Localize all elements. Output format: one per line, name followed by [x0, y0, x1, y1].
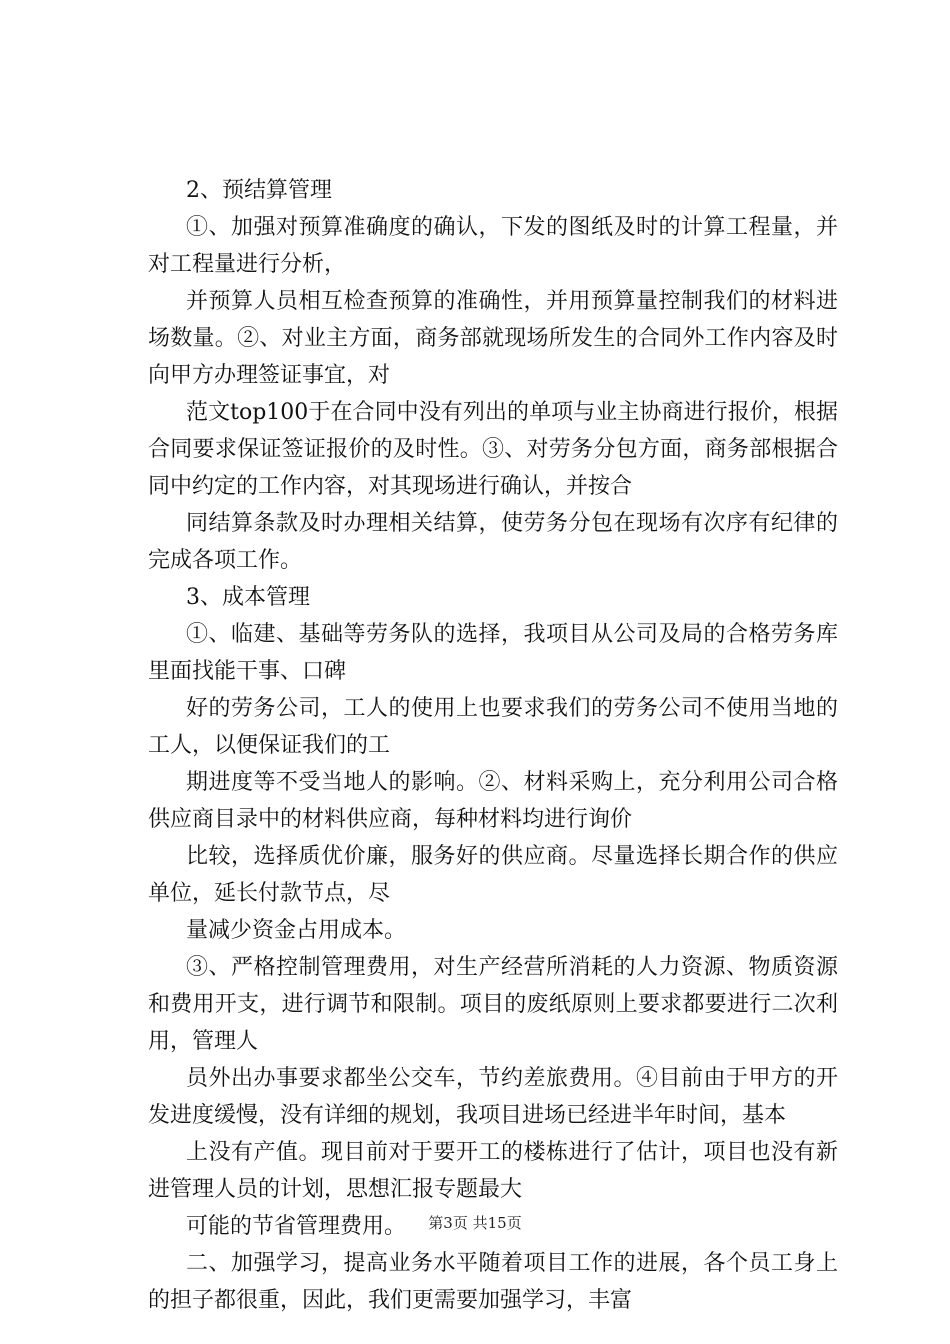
- paragraph-heading-budget: 2、预结算管理: [186, 178, 332, 203]
- paragraph: 量减少资金占用成本。: [186, 918, 407, 943]
- paragraph: 好的劳务公司，工人的使用上也要求我们的劳务公司不使用当地的工人，以便保证我们的工: [148, 696, 838, 758]
- paragraph: 同结算条款及时办理相关结算，使劳务分包在现场有次序有纪律的完成各项工作。: [148, 511, 838, 573]
- paragraph: 上没有产值。现目前对于要开工的楼栋进行了估计，项目也没有新进管理人员的计划，思想汇报专题最大: [148, 1140, 838, 1202]
- paragraph: ③、严格控制管理费用，对生产经营所消耗的人力资源、物质资源和费用开支，进行调节和限制。项目的废纸原则上要求都要进行二次利用，管理人: [148, 955, 838, 1054]
- paragraph: 二、加强学习，提高业务水平随着项目工作的进展，各个员工身上的担子都很重，因此，我们更需要加强学习，丰富: [148, 1251, 838, 1313]
- paragraph: 期进度等不受当地人的影响。②、材料采购上，充分利用公司合格供应商目录中的材料供应商，每种材料均进行询价: [148, 770, 838, 832]
- document-body: [148, 172, 838, 1319]
- paragraph: ①、临建、基础等劳务队的选择，我项目从公司及局的合格劳务库里面找能干事、口碑: [148, 622, 838, 684]
- paragraph: 可能的节省管理费用。: [186, 1214, 407, 1239]
- paragraph: 并预算人员相互检查预算的准确性，并用预算量控制我们的材料进场数量。②、对业主方面，商务部就现场所发生的合同外工作内容及时向甲方办理签证事宜，对: [148, 289, 838, 388]
- paragraph: 比较，选择质优价廉，服务好的供应商。尽量选择长期合作的供应单位，延长付款节点，尽: [148, 844, 838, 906]
- paragraph-heading-cost: 3、成本管理: [186, 585, 310, 610]
- paragraph: 范文top100于在合同中没有列出的单项与业主协商进行报价，根据合同要求保证签证报价的及时性。③、对劳务分包方面，商务部根据合同中约定的工作内容，对其现场进行确认，并按合: [148, 400, 838, 499]
- paragraph: ①、加强对预算准确度的确认，下发的图纸及时的计算工程量，并对工程量进行分析，: [148, 215, 838, 277]
- paragraph: 员外出办事要求都坐公交车，节约差旅费用。④目前由于甲方的开发进度缓慢，没有详细的规划，我项目进场已经进半年时间，基本: [148, 1066, 838, 1128]
- page-number-footer: 第3页 共15页: [428, 1214, 522, 1232]
